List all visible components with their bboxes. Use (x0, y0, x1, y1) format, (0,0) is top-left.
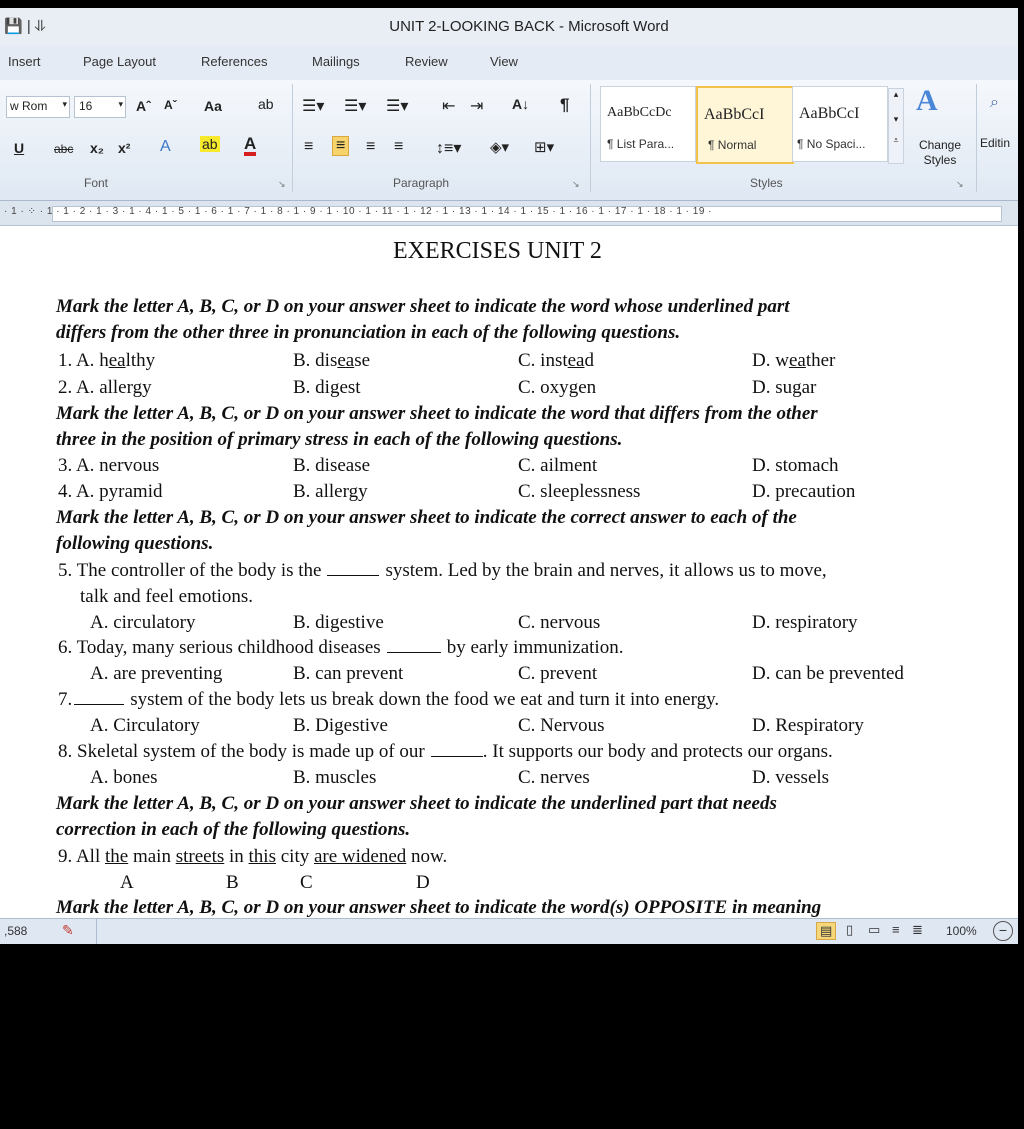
status-separator (96, 919, 97, 944)
stem-text: 7. (58, 689, 73, 710)
zoom-out-icon[interactable]: − (993, 921, 1013, 941)
stem-text: 6. Today, many serious childhood diseases (58, 637, 381, 658)
styles-group-label: Styles (750, 176, 783, 190)
font-size-value: 16 (79, 99, 93, 113)
q4-option-b: B. allergy (293, 481, 368, 502)
document-heading: EXERCISES UNIT 2 (393, 238, 602, 264)
word-window (0, 8, 1018, 944)
q1-option-a (58, 350, 155, 372)
stem-text: system. Led by the brain and nerves, it allows us to move, (385, 560, 827, 581)
underlined-part: g (568, 377, 579, 398)
instruction-5-line-1: Mark the letter A, B, C, or D on your answer sheet to indicate the word(s) OPPOSITE in meaning (56, 897, 822, 918)
sort-button[interactable]: A↓ (512, 96, 530, 112)
q6-option-c: C. prevent (518, 663, 598, 684)
tab-insert[interactable]: Insert (8, 54, 41, 69)
more-styles-icon[interactable]: ⩡ (893, 135, 899, 145)
option-text: ar (801, 377, 817, 398)
tab-page-layout[interactable]: Page Layout (83, 54, 157, 69)
instruction-4-line-2: correction in each of the following questions. (56, 819, 411, 840)
q5-option-d: D. respiratory (752, 612, 858, 633)
font-dialog-launcher-icon[interactable]: ↘ (278, 179, 286, 189)
web-layout-icon[interactable]: ▭ (868, 922, 881, 937)
option-text: C. inst (518, 350, 568, 371)
underlined-part-c: this (248, 846, 276, 867)
ribbon-separator (590, 84, 591, 192)
q6-option-d: D. can be prevented (752, 663, 904, 684)
chevron-down-icon: ▾ (62, 99, 67, 109)
tab-references[interactable]: References (201, 54, 268, 69)
q5-stem (58, 560, 827, 582)
option-text: D. w (752, 350, 789, 371)
document-page[interactable] (0, 226, 1018, 918)
underlined-part: g (329, 377, 340, 398)
q7-option-a: A. Circulatory (90, 715, 200, 736)
instruction-1-line-1: Mark the letter A, B, C, or D on your answer sheet to indicate the word whose underlined part (56, 296, 790, 317)
q5-option-c: C. nervous (518, 612, 601, 633)
q9-label-c: C (300, 872, 313, 893)
quick-access-toolbar[interactable]: 💾 | ⥥ (4, 18, 46, 35)
option-text: B. di (293, 377, 330, 398)
title-bar (0, 8, 1018, 46)
q7-stem (58, 689, 719, 711)
sentence-text: city (275, 846, 314, 867)
styles-dialog-launcher-icon[interactable]: ↘ (956, 179, 964, 189)
chevron-down-icon[interactable]: ▾ (893, 114, 899, 124)
underlined-part: ea (788, 350, 806, 371)
style-name: ¶ No Spaci... (797, 137, 866, 151)
q4-option-a: 4. A. pyramid (58, 481, 163, 502)
align-center-icon[interactable]: ≡ (332, 136, 349, 156)
style-name: ¶ List Para... (607, 137, 675, 151)
status-bar (0, 918, 1018, 944)
show-formatting-button[interactable]: ¶ (560, 95, 570, 114)
font-size-box[interactable] (74, 96, 126, 118)
shading-icon[interactable]: ◈▾ (490, 139, 510, 156)
q6-option-a: A. are preventing (90, 663, 223, 684)
window-title: UNIT 2-LOOKING BACK - Microsoft Word (389, 18, 669, 35)
option-text: y (142, 377, 152, 398)
q7-option-b: B. Digestive (293, 715, 388, 736)
underlined-part-d: are widened (313, 846, 407, 867)
change-case-button[interactable]: Aa (204, 98, 222, 114)
stem-text: system of the body lets us break down the food we eat and turn it into energy. (130, 689, 720, 710)
align-right-icon[interactable]: ≡ (366, 138, 376, 155)
line-spacing-icon[interactable]: ↕≡▾ (436, 140, 462, 157)
q8-option-b: B. muscles (293, 767, 377, 788)
q9-sentence (58, 846, 447, 868)
option-text: en (578, 377, 597, 398)
sentence-text: now. (406, 846, 448, 867)
instruction-2-line-2: three in the position of primary stress in each of the following questions. (56, 429, 623, 450)
q4-option-c: C. sleeplessness (518, 481, 641, 502)
multilevel-list-icon[interactable]: ☰▾ (386, 98, 409, 115)
q1-option-c (518, 350, 594, 372)
underline-button[interactable]: U (14, 140, 25, 156)
stem-text: 8. Skeletal system of the body is made up of our (58, 741, 425, 762)
option-text: d (584, 350, 594, 371)
q8-option-a: A. bones (90, 767, 158, 788)
q2-option-d (752, 377, 816, 399)
stem-text: . It supports our body and protects our organs. (482, 741, 833, 762)
font-name-value: w Rom (10, 99, 48, 113)
proofing-icon[interactable]: ✎ (62, 922, 74, 938)
font-name-box[interactable] (6, 96, 70, 118)
q9-label-d: D (416, 872, 430, 893)
q3-option-d: D. stomach (752, 455, 839, 476)
style-no-spacing[interactable] (792, 86, 888, 162)
option-text: aller (99, 377, 133, 398)
q8-option-d: D. vessels (752, 767, 830, 788)
zoom-level[interactable]: 100% (946, 924, 977, 938)
instruction-1-line-2: differs from the other three in pronunciation in each of the following questions. (56, 322, 681, 343)
superscript-button[interactable]: x² (118, 140, 131, 156)
text-effects-icon[interactable]: ab (258, 96, 274, 112)
style-preview: AaBbCcI (704, 106, 765, 123)
chevron-down-icon: ▾ (118, 99, 123, 109)
sentence-text: in (224, 846, 249, 867)
underlined-part-a: the (104, 846, 129, 867)
change-styles-icon[interactable]: A (916, 84, 938, 117)
question-number: 2. A. (58, 377, 100, 398)
full-screen-reading-icon[interactable]: ▯ (846, 922, 854, 937)
option-text: se (354, 350, 371, 371)
tab-mailings[interactable]: Mailings (312, 54, 360, 69)
q9-label-b: B (226, 872, 239, 893)
styles-scroll[interactable] (888, 88, 904, 164)
underlined-part-b: streets (175, 846, 225, 867)
stem-text: 5. The controller of the body is the (58, 560, 322, 581)
style-normal[interactable] (696, 86, 794, 164)
option-text: B. dis (293, 350, 338, 371)
draft-icon[interactable]: ≣ (912, 922, 923, 937)
underlined-part: g (792, 377, 802, 398)
decrease-indent-icon[interactable]: ⇤ (442, 98, 456, 115)
tab-view[interactable]: View (490, 54, 518, 69)
q7-option-c: C. Nervous (518, 715, 605, 736)
ribbon (0, 80, 1018, 201)
q3-option-b: B. disease (293, 455, 371, 476)
chevron-up-icon[interactable]: ▴ (893, 89, 899, 99)
paragraph-dialog-launcher-icon[interactable]: ↘ (572, 179, 580, 189)
justify-icon[interactable]: ≡ (394, 138, 404, 155)
option-text: C. oxy (518, 377, 569, 398)
q1-option-b (293, 350, 370, 372)
sentence-text: main (128, 846, 176, 867)
underlined-part: ea (567, 350, 585, 371)
q9-label-a: A (120, 872, 134, 893)
highlight-color-icon[interactable]: ab (202, 136, 218, 152)
q8-stem (58, 741, 833, 763)
option-text: lthy (125, 350, 156, 371)
instruction-3-line-1: Mark the letter A, B, C, or D on your answer sheet to indicate the correct answer to each of the (56, 507, 797, 528)
increase-indent-icon[interactable]: ⇥ (470, 98, 484, 115)
print-layout-icon[interactable]: ▤ (816, 922, 836, 940)
tab-review[interactable]: Review (405, 54, 448, 69)
option-text: ther (805, 350, 836, 371)
underlined-part: g (132, 377, 143, 398)
q6-stem (58, 637, 623, 659)
q8-option-c: C. nerves (518, 767, 590, 788)
ribbon-separator (292, 84, 293, 192)
answer-blank (431, 755, 483, 757)
option-text: h (99, 350, 109, 371)
shrink-font-button[interactable]: Aˇ (164, 98, 177, 112)
q2-option-a (58, 377, 152, 399)
bullets-icon[interactable]: ☰▾ (302, 98, 325, 115)
text-effects-a-icon[interactable]: A (160, 138, 171, 155)
q1-option-d (752, 350, 835, 372)
q5-stem-line-2: talk and feel emotions. (80, 586, 254, 607)
font-group-label: Font (84, 176, 109, 190)
answer-blank (74, 703, 124, 705)
grow-font-button[interactable]: Aˆ (136, 98, 151, 114)
answer-blank (387, 651, 441, 653)
word-count[interactable]: ,588 (4, 924, 28, 938)
borders-icon[interactable]: ⊞▾ (534, 139, 555, 156)
option-text: D. su (752, 377, 793, 398)
q7-option-d: D. Respiratory (752, 715, 864, 736)
horizontal-ruler[interactable] (0, 201, 1018, 226)
option-text: est (339, 377, 361, 398)
instruction-2-line-1: Mark the letter A, B, C, or D on your answer sheet to indicate the word that differs from the other (56, 403, 818, 424)
subscript-button[interactable]: x₂ (90, 140, 105, 156)
font-color-icon[interactable]: A (244, 136, 256, 156)
q3-option-c: C. ailment (518, 455, 598, 476)
outline-icon[interactable]: ≡ (892, 922, 900, 937)
instruction-4-line-1: Mark the letter A, B, C, or D on your answer sheet to indicate the underlined part that needs (56, 793, 777, 814)
stem-text: by early immunization. (446, 637, 624, 658)
change-styles-button[interactable]: Change Styles (918, 138, 962, 167)
q2-option-c (518, 377, 596, 399)
ribbon-tabs (0, 46, 1018, 81)
ruler-numbers: · 1 · ⁘ · 1 · 1 · 2 · 1 · 3 · 1 · 4 · 1 · 5 · 1 · 6 · 1 · 7 · 1 · 8 · 1 · 9 · 1 · 10 · 1 · 11 · 1 · 12 · 1 · 13 · 1 · 14 · 1 · 15 · 1 · 16 · 1 · 17 · 1 · 18 · 1 · 19 · (4, 206, 713, 217)
find-icon[interactable]: ⌕ (990, 94, 999, 111)
question-number: 9. All (58, 846, 105, 867)
numbering-icon[interactable]: ☰▾ (344, 98, 367, 115)
q3-option-a: 3. A. nervous (58, 455, 160, 476)
instruction-3-line-2: following questions. (56, 533, 214, 554)
strikethrough-button[interactable]: abc (54, 142, 74, 156)
style-list-paragraph[interactable] (600, 86, 696, 162)
question-number: 1. A. (58, 350, 100, 371)
q5-option-b: B. digestive (293, 612, 384, 633)
underlined-part: ea (108, 350, 126, 371)
q5-option-a: A. circulatory (90, 612, 196, 633)
underlined-part: ea (337, 350, 355, 371)
q6-option-b: B. can prevent (293, 663, 404, 684)
align-left-icon[interactable]: ≡ (304, 138, 314, 155)
paragraph-group-label: Paragraph (393, 176, 450, 190)
style-preview: AaBbCcDc (607, 105, 672, 120)
ribbon-separator (976, 84, 977, 192)
q4-option-d: D. precaution (752, 481, 856, 502)
style-preview: AaBbCcI (799, 105, 860, 122)
q2-option-b (293, 377, 361, 399)
answer-blank (327, 574, 379, 576)
style-name: ¶ Normal (708, 138, 757, 152)
editing-button[interactable]: Editin (980, 136, 1011, 150)
